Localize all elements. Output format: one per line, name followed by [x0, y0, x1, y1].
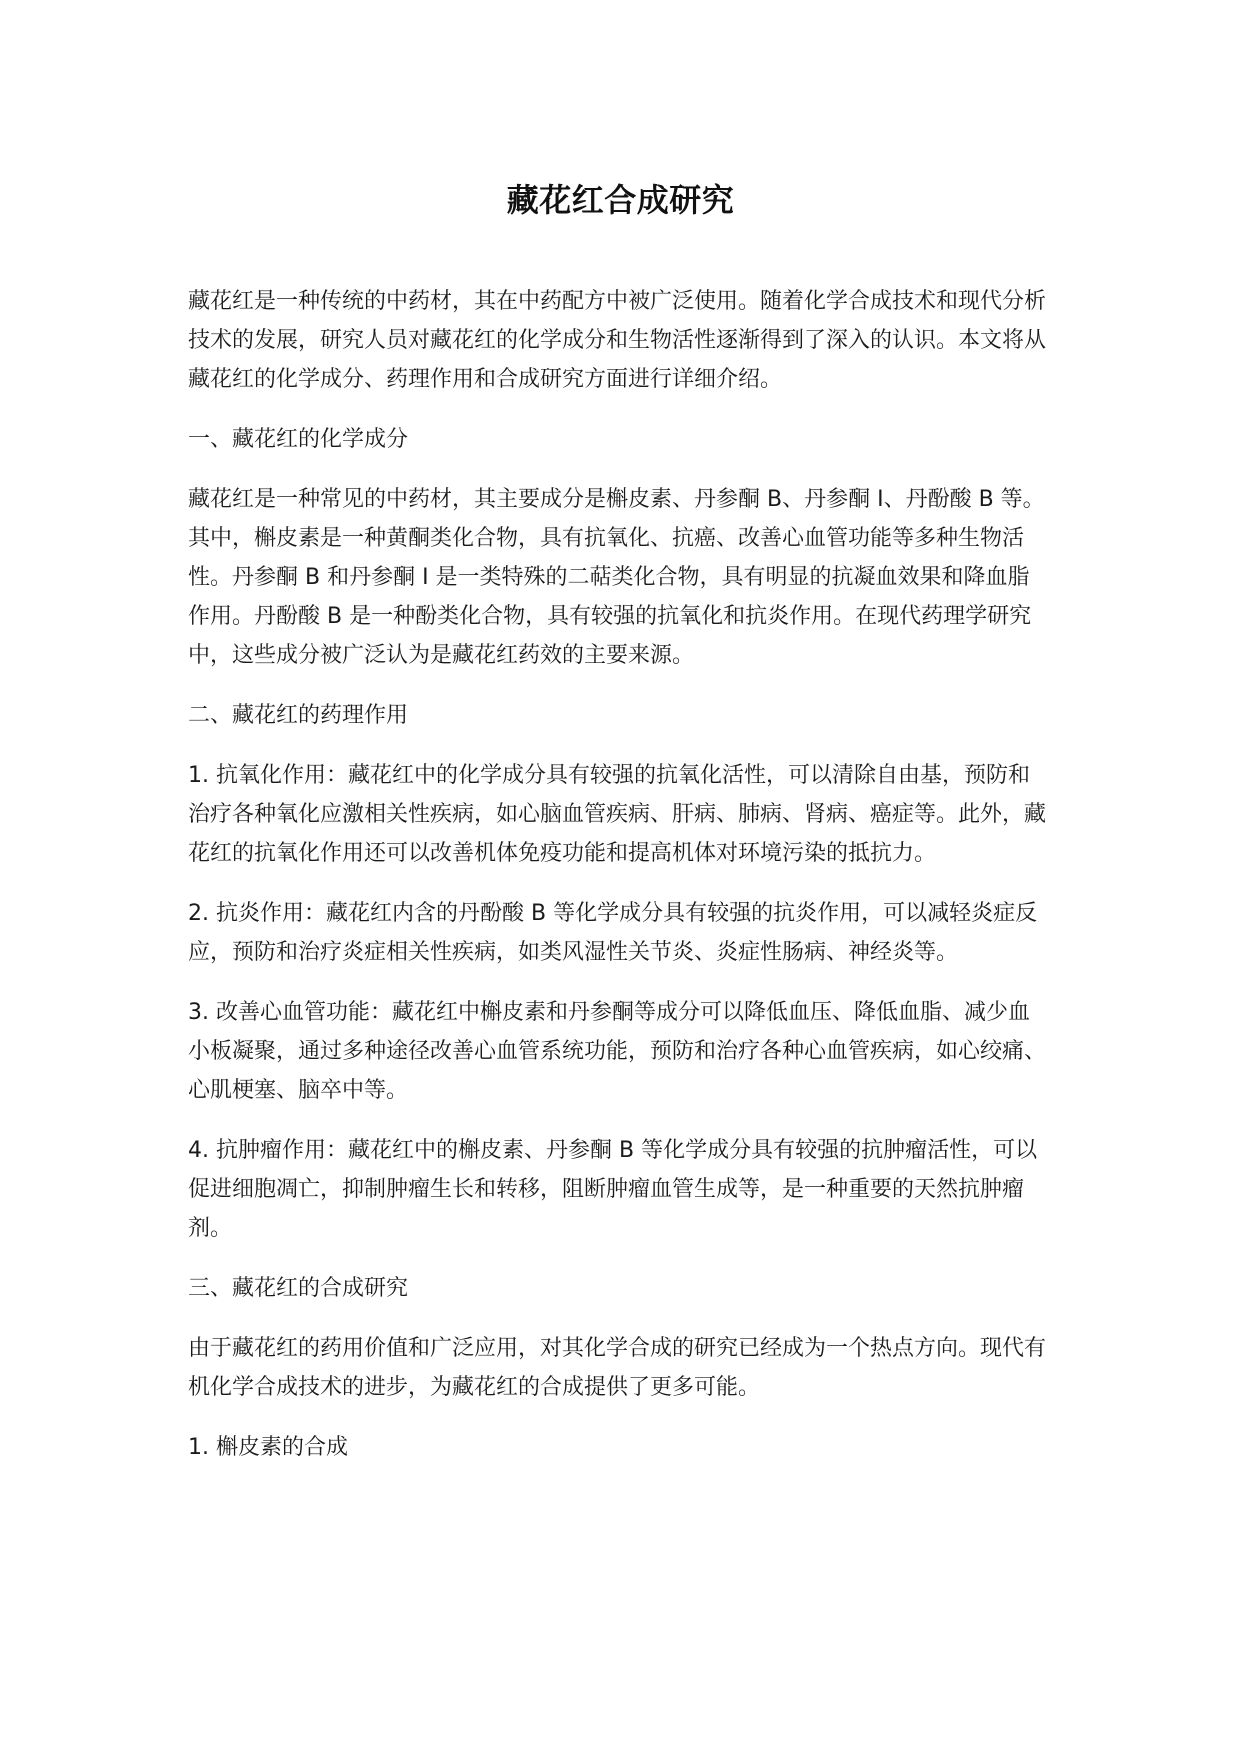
pharmacology-item-cardiovascular: 3. 改善心血管功能：藏花红中槲皮素和丹参酮等成分可以降低血压、降低血脂、减少血小板凝聚，通过多种途径改善心血管系统功能，预防和治疗各种心血管疾病，如心绞痛、心肌梗塞、脑卒中等。	[188, 1000, 1047, 1103]
section-heading-synthesis: 三、藏花红的合成研究	[188, 1276, 409, 1301]
document-title: 藏花红合成研究	[506, 181, 735, 219]
document-body	[188, 282, 1046, 1488]
section-heading-chemical-composition: 一、藏花红的化学成分	[188, 427, 409, 452]
section-heading-pharmacology: 二、藏花红的药理作用	[188, 703, 409, 728]
synthesis-paragraph: 由于藏花红的药用价值和广泛应用，对其化学合成的研究已经成为一个热点方向。现代有机化学合成技术的进步，为藏花红的合成提供了更多可能。	[188, 1336, 1047, 1400]
pharmacology-item-antioxidant: 1. 抗氧化作用：藏花红中的化学成分具有较强的抗氧化活性，可以清除自由基，预防和治疗各种氧化应激相关性疾病，如心脑血管疾病、肝病、肺病、肾病、癌症等。此外，藏花红的抗氧化作用还可以改善机体免疫功能和提高机体对环境污染的抵抗力。	[188, 763, 1047, 866]
chemical-composition-paragraph: 藏花红是一种常见的中药材，其主要成分是槲皮素、丹参酮 B、丹参酮 I、丹酚酸 B 等。其中，槲皮素是一种黄酮类化合物，具有抗氧化、抗癌、改善心血管功能等多种生物活性。丹参酮 B 和丹参酮 I 是一类特殊的二萜类化合物，具有明显的抗凝血效果和降血脂作用。丹酚酸 B 是一种酚类化合物，具有较强的抗氧化和抗炎作用。在现代药理学研究中，这些成分被广泛认为是藏花红药效的主要来源。	[188, 487, 1045, 668]
intro-paragraph: 藏花红是一种传统的中药材，其在中药配方中被广泛使用。随着化学合成技术和现代分析技术的发展，研究人员对藏花红的化学成分和生物活性逐渐得到了深入的认识。本文将从藏花红的化学成分、药理作用和合成研究方面进行详细介绍。	[188, 289, 1047, 392]
pharmacology-item-antitumor: 4. 抗肿瘤作用：藏花红中的槲皮素、丹参酮 B 等化学成分具有较强的抗肿瘤活性，可以促进细胞凋亡，抑制肿瘤生长和转移，阻断肿瘤血管生成等，是一种重要的天然抗肿瘤剂。	[188, 1138, 1038, 1241]
pharmacology-item-anti-inflammatory: 2. 抗炎作用：藏花红内含的丹酚酸 B 等化学成分具有较强的抗炎作用，可以减轻炎症反应，预防和治疗炎症相关性疾病，如类风湿性关节炎、炎症性肠病、神经炎等。	[188, 901, 1038, 965]
subsection-heading-quercetin-synthesis: 1. 槲皮素的合成	[188, 1435, 348, 1460]
